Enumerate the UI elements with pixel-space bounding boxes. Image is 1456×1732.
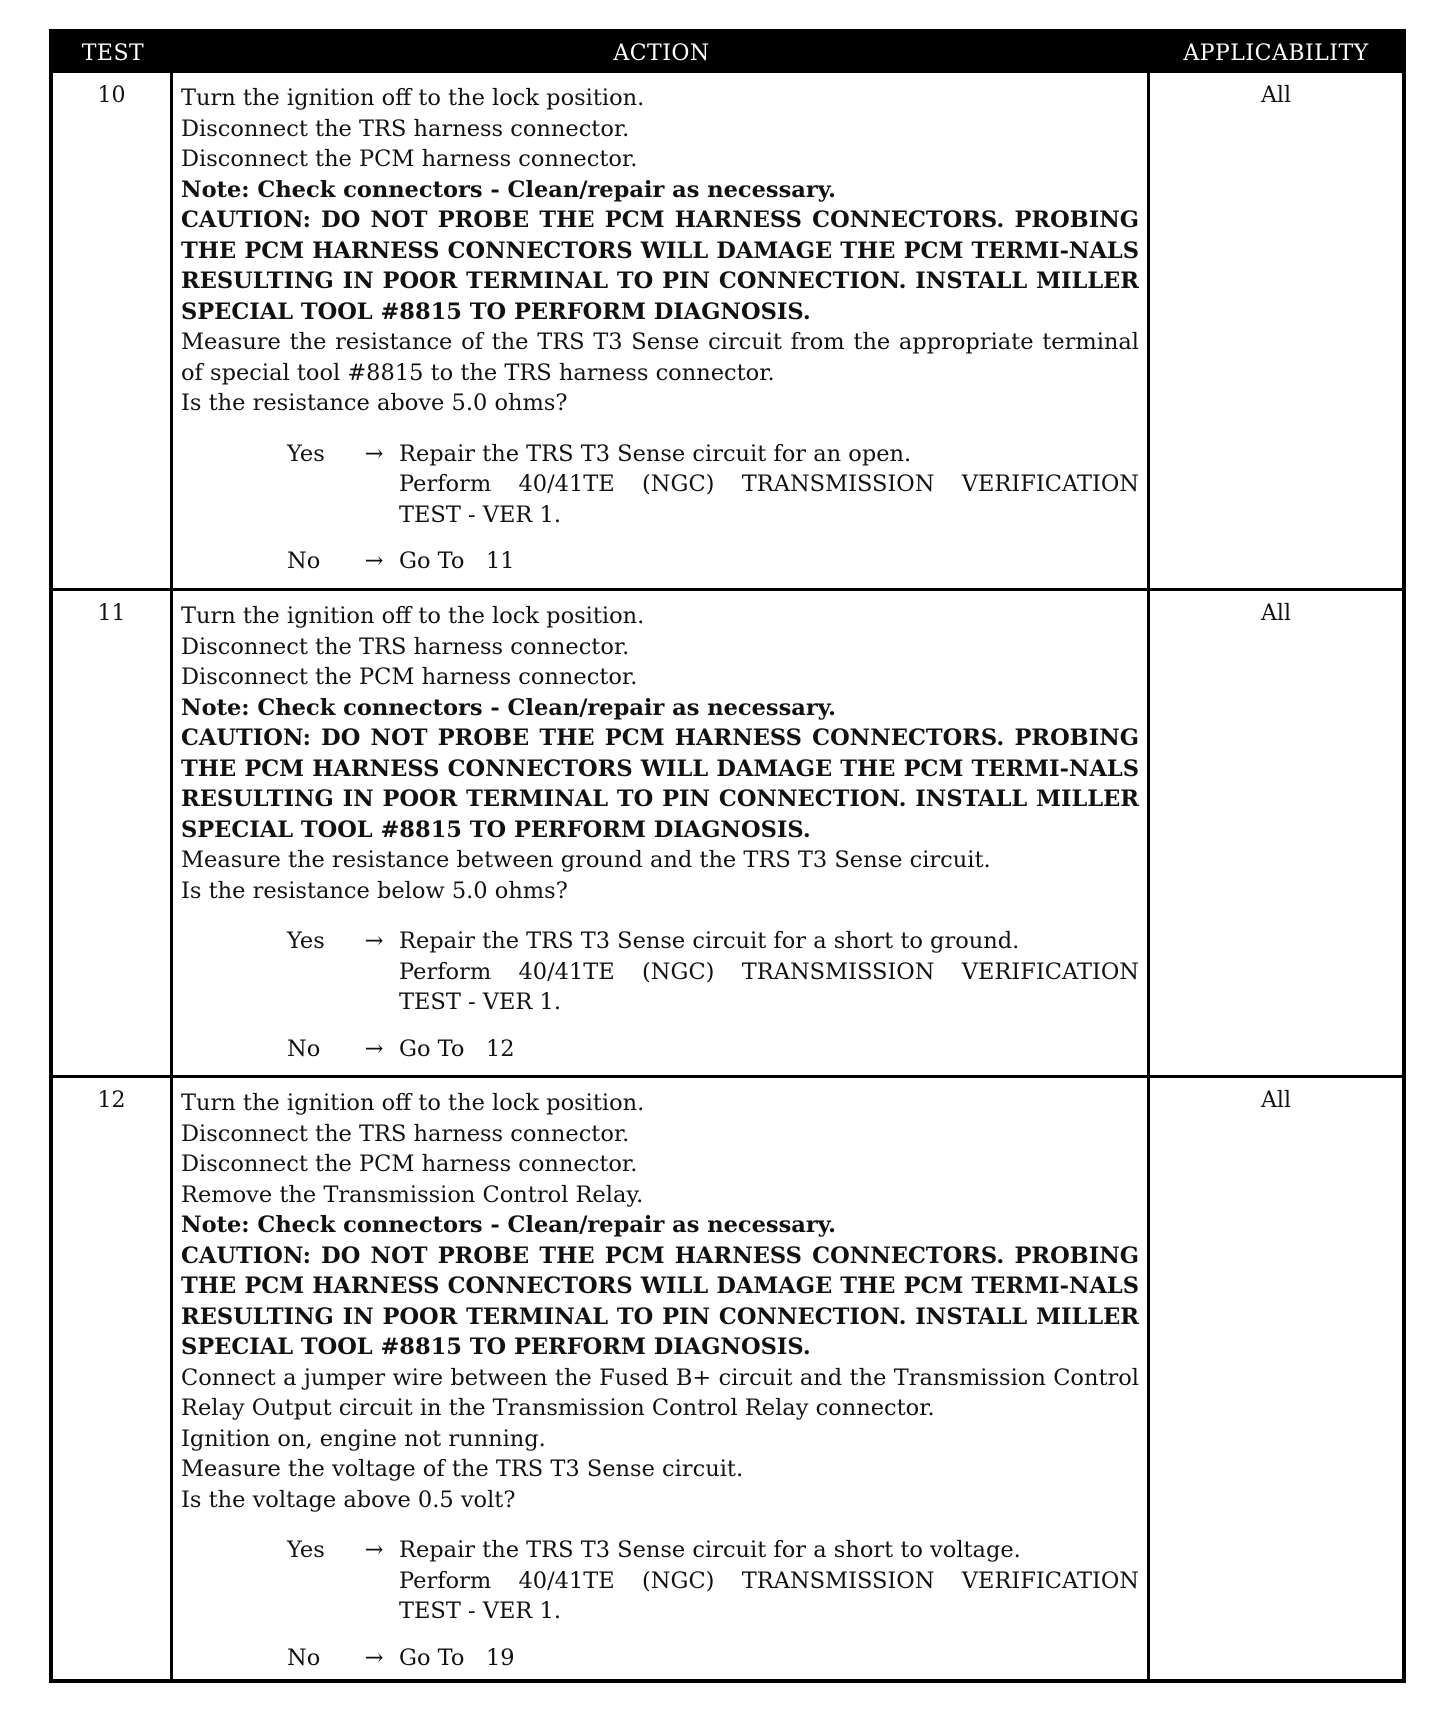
applicability-value: All [1261,83,1291,108]
goto-label: Go To [399,548,465,574]
goto-link[interactable]: 11 [485,548,515,574]
question-text: Is the resistance below 5.0 ohms? [181,877,568,904]
step-text: Disconnect the PCM harness connector. [181,146,638,172]
diagnostic-table [49,29,1406,1683]
step-text: Disconnect the TRS harness connector. [181,633,630,660]
table-row [53,73,1402,591]
step-text: Measure the resistance of the TRS T3 Sense circuit from the appropriate terminal of special tool #8815 to the TRS harness connector. [181,329,1139,386]
table-header [53,33,1402,73]
arrow-icon: → [364,1537,384,1563]
header-test: TEST [81,40,145,66]
question-text: Is the resistance above 5.0 ohms? [181,390,568,416]
table-row [53,1078,1402,1679]
header-action: ACTION [613,40,710,66]
step-text: Turn the ignition off to the lock position. [181,603,645,629]
goto-label: Go To [399,1644,465,1671]
no-branch [287,1034,1139,1065]
yes-action-text: TEST - VER 1. [399,1598,561,1624]
no-branch [287,546,1139,577]
step-text: Ignition on, engine not running. [181,1425,546,1452]
step-text: Disconnect the PCM harness connector. [181,1151,638,1177]
yes-action-text: TEST - VER 1. [399,501,561,528]
goto-link[interactable]: 12 [485,1035,515,1062]
no-branch [287,1643,1139,1674]
step-text: Turn the ignition off to the lock position. [181,85,645,111]
arrow-icon: → [364,928,384,954]
no-label: No [287,1644,321,1671]
question-text: Is the voltage above 0.5 volt? [181,1486,516,1513]
yes-branch [287,1535,1139,1627]
yes-branch [287,926,1139,1018]
yes-label: Yes [287,1537,325,1563]
action-cell [173,1078,1150,1679]
goto-link[interactable]: 19 [485,1644,515,1671]
table-row [53,591,1402,1078]
step-text: Disconnect the TRS harness connector. [181,115,630,142]
step-text: Measure the voltage of the TRS T3 Sense circuit. [181,1456,744,1482]
note-text: Note: Check connectors - Clean/repair as necessary. [181,176,836,203]
arrow-icon: → [364,1644,384,1671]
caution-text: CAUTION: DO NOT PROBE THE PCM HARNESS CONNECTORS. PROBING THE PCM HARNESS CONNECTORS WILL DAMAGE THE PCM TERMI-NALS RESULTING IN POOR TERMINAL TO PIN CONNECTION. INSTALL MILLER SPECIAL TOOL #8815 TO PERFORM DIAGNOSIS. [181,207,1139,325]
note-text: Note: Check connectors - Clean/repair as necessary. [181,694,836,721]
yes-label: Yes [287,440,325,467]
action-cell [173,73,1150,588]
no-label: No [287,1035,321,1062]
goto-label: Go To [399,1035,465,1062]
yes-action-text: Perform 40/41TE (NGC) TRANSMISSION VERIFICATION [399,1567,1139,1594]
yes-action-text: Repair the TRS T3 Sense circuit for a short to ground. [399,928,1020,954]
test-number: 11 [53,591,173,1075]
step-text: Turn the ignition off to the lock position. [181,1090,645,1116]
step-text: Remove the Transmission Control Relay. [181,1181,644,1208]
yes-branch [287,439,1139,531]
header-applicability: APPLICABILITY [1183,40,1369,66]
applicability-value: All [1261,601,1291,626]
no-label: No [287,548,321,574]
arrow-icon: → [364,548,384,574]
caution-text: CAUTION: DO NOT PROBE THE PCM HARNESS CONNECTORS. PROBING THE PCM HARNESS CONNECTORS WILL DAMAGE THE PCM TERMI-NALS RESULTING IN POOR TERMINAL TO PIN CONNECTION. INSTALL MILLER SPECIAL TOOL #8815 TO PERFORM DIAGNOSIS. [181,1242,1139,1360]
applicability-value: All [1261,1088,1291,1113]
test-number: 10 [53,73,173,588]
action-cell [173,591,1150,1075]
arrow-icon: → [364,1035,384,1062]
yes-label: Yes [287,928,325,954]
yes-action-text: Repair the TRS T3 Sense circuit for an open. [399,440,912,467]
caution-text: CAUTION: DO NOT PROBE THE PCM HARNESS CONNECTORS. PROBING THE PCM HARNESS CONNECTORS WILL DAMAGE THE PCM TERMI-NALS RESULTING IN POOR TERMINAL TO PIN CONNECTION. INSTALL MILLER SPECIAL TOOL #8815 TO PERFORM DIAGNOSIS. [181,725,1139,843]
yes-action-text: Perform 40/41TE (NGC) TRANSMISSION VERIFICATION [399,471,1139,497]
step-text: Disconnect the TRS harness connector. [181,1120,630,1147]
step-text: Disconnect the PCM harness connector. [181,664,638,690]
yes-action-text: Repair the TRS T3 Sense circuit for a short to voltage. [399,1537,1021,1563]
test-number: 12 [53,1078,173,1679]
step-text: Measure the resistance between ground and the TRS T3 Sense circuit. [181,847,991,873]
arrow-icon: → [364,440,384,467]
yes-action-text: TEST - VER 1. [399,989,561,1015]
step-text: Connect a jumper wire between the Fused B+ circuit and the Transmission Control Relay Output circuit in the Transmission Control Relay connector. [181,1364,1139,1421]
note-text: Note: Check connectors - Clean/repair as necessary. [181,1212,836,1238]
yes-action-text: Perform 40/41TE (NGC) TRANSMISSION VERIFICATION [399,958,1139,985]
